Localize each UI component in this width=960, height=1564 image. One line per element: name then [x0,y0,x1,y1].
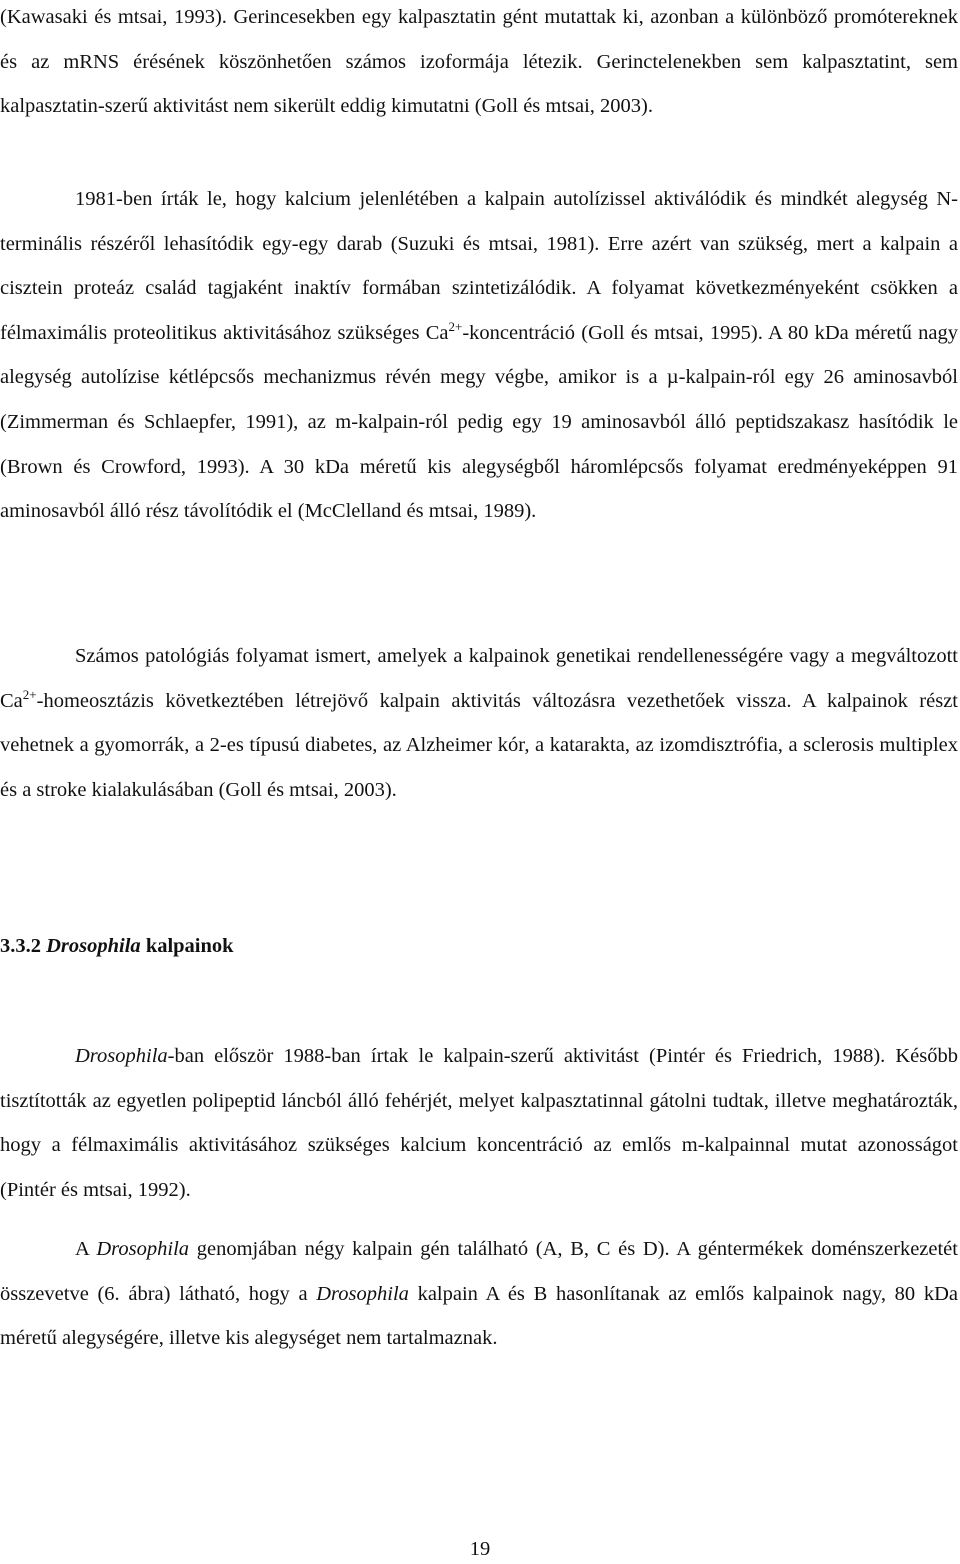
paragraph-text: -homeosztázis következtében létrejövő kalpain aktivitás változásra vezethetőek vissza. A kalpainok részt vehetnek a gyomorrák, a 2-es típusú diabetes, az Alzheimer kór, a katarakta, az izomdisztrófia, a sclerosis multiplex és a stroke kialakulásában (Goll és mtsai, 2003). [0,689,958,801]
paragraph-text: Számos patológiás folyamat ismert, amelyek a kalpainok genetikai rendellenességére vagy a megváltozott Ca [0,645,958,712]
paragraph-text: (Kawasaki és mtsai, 1993). Gerincesekben egy kalpasztatin gént mutattak ki, azonban a különböző promótereknek és az mRNS érésének köszönhetően számos izoformája létezik. Gerinctelenekben sem kalpasztatint, sem kalpasztatin-szerű aktivitást nem sikerült eddig kimutatni (Goll és mtsai, 2003). [0,6,958,118]
paragraph-text: genomjában négy kalpain gén található (A, B, C és D). A géntermékek doménszerkezetét összevetve (6. ábra) látható, hogy a [0,1238,958,1305]
section-heading-italic: Drosophila [46,935,141,957]
paragraph-text: -ban először 1988-ban írtak le kalpain-szerű aktivitást (Pintér és Friedrich, 1988). Később tisztították az egyetlen polipeptid láncból álló fehérjét, melyet kalpasztatinnal gátolni tudtak, illetve meghatározták, hogy a félmaximális aktivitásához szükséges kalcium koncentráció az emlős m-kalpainnal mutat azonosságot (Pintér és mtsai, 1992). [0,1045,958,1201]
species-name: Drosophila [96,1238,190,1260]
paragraph-calpastatin [0,0,958,129]
calcium-superscript: 2+ [448,318,463,334]
paragraph-text: -koncentráció (Goll és mtsai, 1995). A 80 kDa méretű nagy alegység autolízise kétlépcsős mechanizmus révén megy végbe, amikor is a µ-kalpain-ról egy 26 aminosavból (Zimmerman és Schlaepfer, 1991), az m-kalpain-ról pedig egy 19 aminosavból álló peptidszakasz hasítódik le (Brown és Crowford, 1993). A 30 kDa méretű kis alegységből háromlépcsős folyamat eredményeképpen 91 aminosavból álló rész távolítódik el (McClelland és mtsai, 1989). [0,321,958,523]
section-heading [0,928,234,964]
paragraph-drosophila-activity [0,1034,958,1212]
paragraph-text: kalpain A és B hasonlítanak az emlős kalpainok nagy, 80 kDa méretű alegységére, illetve kis alegységet nem tartalmaznak. [0,1282,959,1350]
calcium-superscript: 2+ [22,686,37,702]
paragraph-drosophila-genes [0,1227,958,1361]
section-heading-text: kalpainok [145,935,234,957]
species-name: Drosophila [75,1045,168,1067]
paragraph-autolysis [0,177,958,534]
paragraph-pathology [0,634,958,812]
paragraph-text: A [75,1238,97,1260]
paragraph-text: 1981-ben írták le, hogy kalcium jelenlétében a kalpain autolízissel aktiválódik és mindkét alegység N-terminális részéről lehasítódik egy-egy darab (Suzuki és mtsai, 1981). Erre azért van szükség, mert a kalpain a cisztein proteáz család tagjaként inaktív formában szintetizálódik. A folyamat következményeként csökken a félmaximális proteolitikus aktivitásához szükséges Ca [0,188,958,344]
page-number: 19 [469,1538,491,1560]
species-name: Drosophila [316,1282,409,1305]
section-number: 3.3.2 [0,935,41,957]
